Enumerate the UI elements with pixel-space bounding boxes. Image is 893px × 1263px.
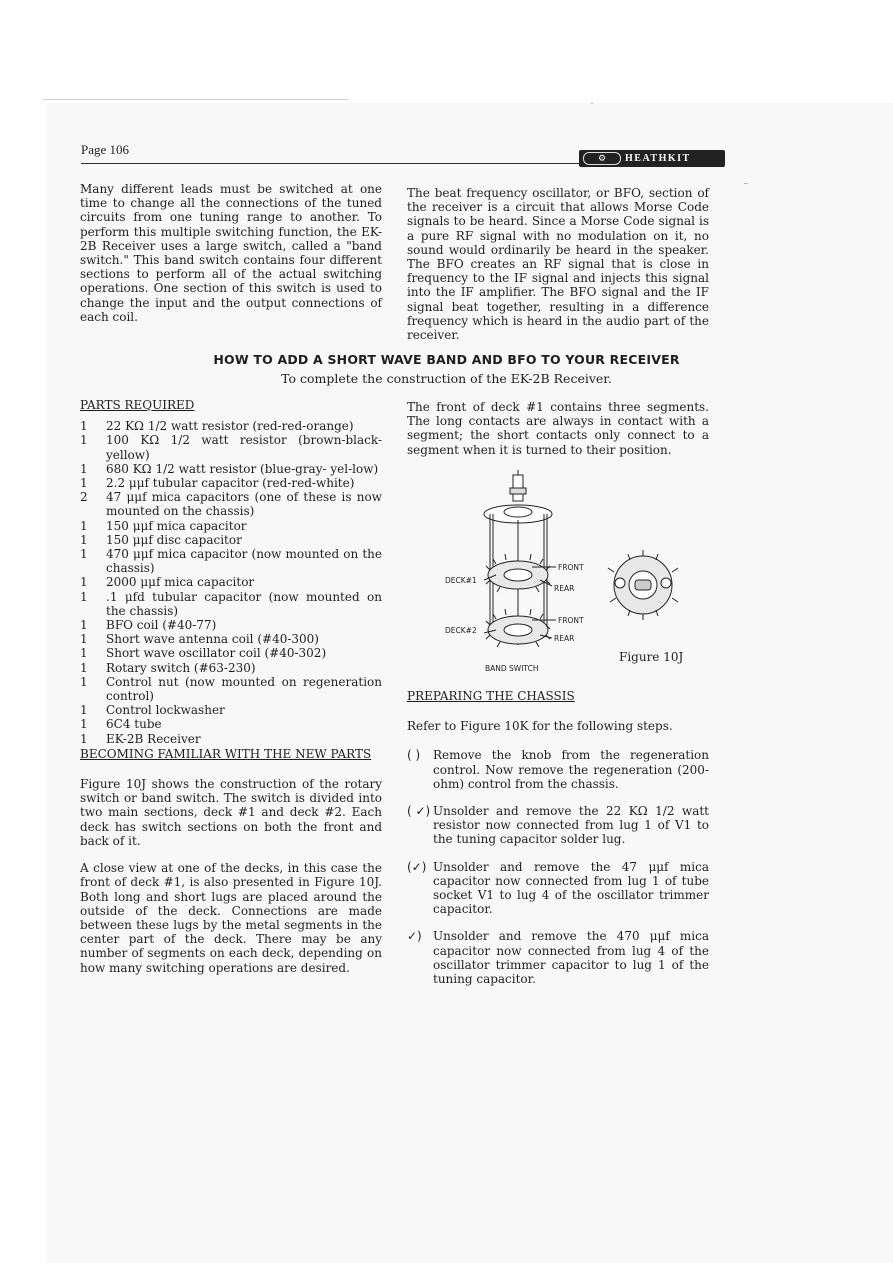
part-description: 150 μμf disc capacitor (106, 532, 242, 547)
label-rear-1: REAR (554, 584, 575, 593)
step-text: Unsolder and remove the 470 μμf mica capacitor now connected from lug 4 of the oscillator trimmer capacitor to lug 1 of the tuning capacitor. (433, 929, 709, 987)
parts-list-item (80, 590, 382, 618)
section-subheading: To complete the construction of the EK-2B Receiver. (281, 371, 612, 386)
parts-list-item (80, 519, 382, 533)
step-text: Remove the knob from the regeneration control. Now remove the regeneration (200-ohm) control from the chassis. (433, 748, 709, 791)
parts-list-item (80, 632, 382, 646)
part-quantity: 1 (80, 419, 88, 434)
left-column (80, 398, 382, 975)
part-quantity: 1 (80, 703, 88, 718)
part-description: 47 μμf mica capacitors (one of these is now mounted on the chassis) (106, 490, 382, 519)
steps-list (407, 748, 709, 986)
parts-list-item (80, 490, 382, 518)
parts-list-item (80, 547, 382, 575)
label-deck1: DECK#1 (445, 576, 477, 585)
scan-speck (744, 183, 748, 184)
intro-left-column (80, 182, 382, 324)
step-checkbox[interactable]: ✓) (407, 929, 422, 944)
step-item (407, 748, 709, 791)
part-quantity: 1 (80, 618, 88, 633)
scan-speck (591, 103, 593, 104)
part-description: 2000 μμf mica capacitor (106, 575, 255, 590)
page-number: Page 106 (81, 142, 130, 157)
parts-list-item (80, 533, 382, 547)
intro-left-paragraph: Many different leads must be switched at one time to change all the connections of the tuned circuits from one tuning range to another. To perform this multiple switching function, the EK-2B Receiver uses a large switch, called a "band switch." This band switch contains four different sections to perform all of the actual switching operations. One section of this switch is used to change the input and the output connections of each coil. (80, 182, 382, 324)
intro-right-column (407, 186, 709, 342)
parts-required-title: PARTS REQUIRED (80, 398, 195, 412)
part-description: 150 μμf mica capacitor (106, 518, 247, 533)
part-description: 2.2 μμf tubular capacitor (red-red-white) (106, 476, 355, 491)
scan-edge-line (43, 99, 348, 100)
part-description: 470 μμf mica capacitor (now mounted on the chassis) (106, 547, 382, 576)
part-quantity: 1 (80, 660, 88, 675)
label-deck2: DECK#2 (445, 626, 477, 635)
part-description: 6C4 tube (106, 717, 162, 732)
part-quantity: 1 (80, 433, 88, 448)
part-description: 680 KΩ 1/2 watt resistor (blue-gray- yel-low) (106, 461, 379, 476)
parts-list-item (80, 419, 382, 433)
deck-paragraph: The front of deck #1 contains three segments. The long contacts are always in contact with a segment; the short contacts only connect to a segment when it is turned to their position. (407, 400, 709, 457)
part-description: Rotary switch (#63-230) (106, 660, 256, 675)
step-checkbox[interactable]: ( ✓) (407, 804, 431, 819)
familiar-paragraph-1: Figure 10J shows the construction of the rotary switch or band switch. The switch is divided into two main sections, deck #1 and deck #2. Each deck has switch sections on both the front and back of it. (80, 777, 382, 848)
part-quantity: 1 (80, 547, 88, 562)
section-heading: HOW TO ADD A SHORT WAVE BAND AND BFO TO YOUR RECEIVER (213, 352, 680, 367)
intro-right-paragraph: The beat frequency oscillator, or BFO, section of the receiver is a circuit that allows Morse Code signals to be heard. Since a Morse Code signal is a pure RF signal with no modulation on it, no sound would ordinarily be heard in the speaker. The BFO creates an RF signal that is close in frequency to the IF signal and injects this signal into the IF amplifier. The BFO signal and the IF signal beat together, resulting in a difference frequency which is heard in the audio part of the receiver. (407, 186, 709, 343)
label-front-1: FRONT (558, 563, 584, 572)
logo-brand-text: HEATHKIT (625, 153, 691, 164)
preparing-title: PREPARING THE CHASSIS (407, 689, 575, 703)
parts-list-item (80, 732, 382, 746)
part-quantity: 1 (80, 717, 88, 732)
part-quantity: 1 (80, 731, 88, 746)
parts-list-item (80, 476, 382, 490)
step-item (407, 860, 709, 917)
part-quantity: 1 (80, 632, 88, 647)
step-checkbox[interactable]: (✓) (407, 859, 427, 874)
parts-list-item (80, 462, 382, 476)
familiar-title: BECOMING FAMILIAR WITH THE NEW PARTS (80, 746, 372, 761)
parts-list-item (80, 675, 382, 703)
part-quantity: 1 (80, 646, 88, 661)
label-band-switch: BAND SWITCH (485, 664, 539, 673)
part-description: Short wave oscillator coil (#40-302) (106, 646, 327, 661)
step-item (407, 804, 709, 847)
part-description: BFO coil (#40-77) (106, 618, 217, 633)
familiar-paragraph-2: A close view at one of the decks, in this case the front of deck #1, is also presented in Figure 10J. Both long and short lugs are placed around the outside of the deck. Connections are made between these lugs by the metal segments in the center part of the deck. There may be any number of segments on each deck, depending on how many switching operations are desired. (80, 861, 382, 975)
figure-10j (440, 470, 710, 680)
part-quantity: 2 (80, 490, 88, 505)
part-quantity: 1 (80, 461, 88, 476)
part-description: Control lockwasher (106, 703, 225, 718)
parts-list-item (80, 661, 382, 675)
parts-list-item (80, 717, 382, 731)
heathkit-logo (579, 150, 725, 167)
part-description: .1 μfd tubular capacitor (now mounted on the chassis) (106, 589, 382, 618)
preparing-section (407, 689, 709, 999)
part-quantity: 1 (80, 575, 88, 590)
parts-list-item (80, 575, 382, 589)
parts-list-item (80, 646, 382, 660)
step-text: Unsolder and remove the 22 KΩ 1/2 watt resistor now connected from lug 1 of V1 to the tuning capacitor solder lug. (433, 804, 709, 847)
parts-list-item (80, 618, 382, 632)
band-switch-drawing (440, 470, 710, 680)
part-description: EK-2B Receiver (106, 731, 201, 746)
preparing-intro: Refer to Figure 10K for the following steps. (407, 719, 673, 734)
label-rear-2: REAR (554, 634, 575, 643)
step-checkbox[interactable]: ( ) (407, 748, 421, 763)
part-description: 22 KΩ 1/2 watt resistor (red-red-orange) (106, 419, 354, 434)
part-quantity: 1 (80, 589, 88, 604)
part-description: Short wave antenna coil (#40-300) (106, 632, 319, 647)
figure-caption: Figure 10J (619, 650, 684, 664)
parts-list (80, 419, 382, 746)
header-rule (81, 163, 581, 164)
part-quantity: 1 (80, 674, 88, 689)
part-quantity: 1 (80, 518, 88, 533)
part-description: Control nut (now mounted on regeneration control) (106, 674, 382, 704)
parts-list-item (80, 703, 382, 717)
label-front-2: FRONT (558, 616, 584, 625)
deck-description (407, 400, 709, 457)
step-text: Unsolder and remove the 47 μμf mica capacitor now connected from lug 1 of tube socket V1 to lug 4 of the oscillator trimmer capacitor. (433, 859, 709, 917)
step-item (407, 929, 709, 986)
part-quantity: 1 (80, 476, 88, 491)
logo-emblem-icon: ⚙ (583, 152, 621, 165)
part-quantity: 1 (80, 532, 88, 547)
parts-list-item (80, 433, 382, 461)
part-description: 100 KΩ 1/2 watt resistor (brown-black-yellow) (106, 433, 382, 462)
